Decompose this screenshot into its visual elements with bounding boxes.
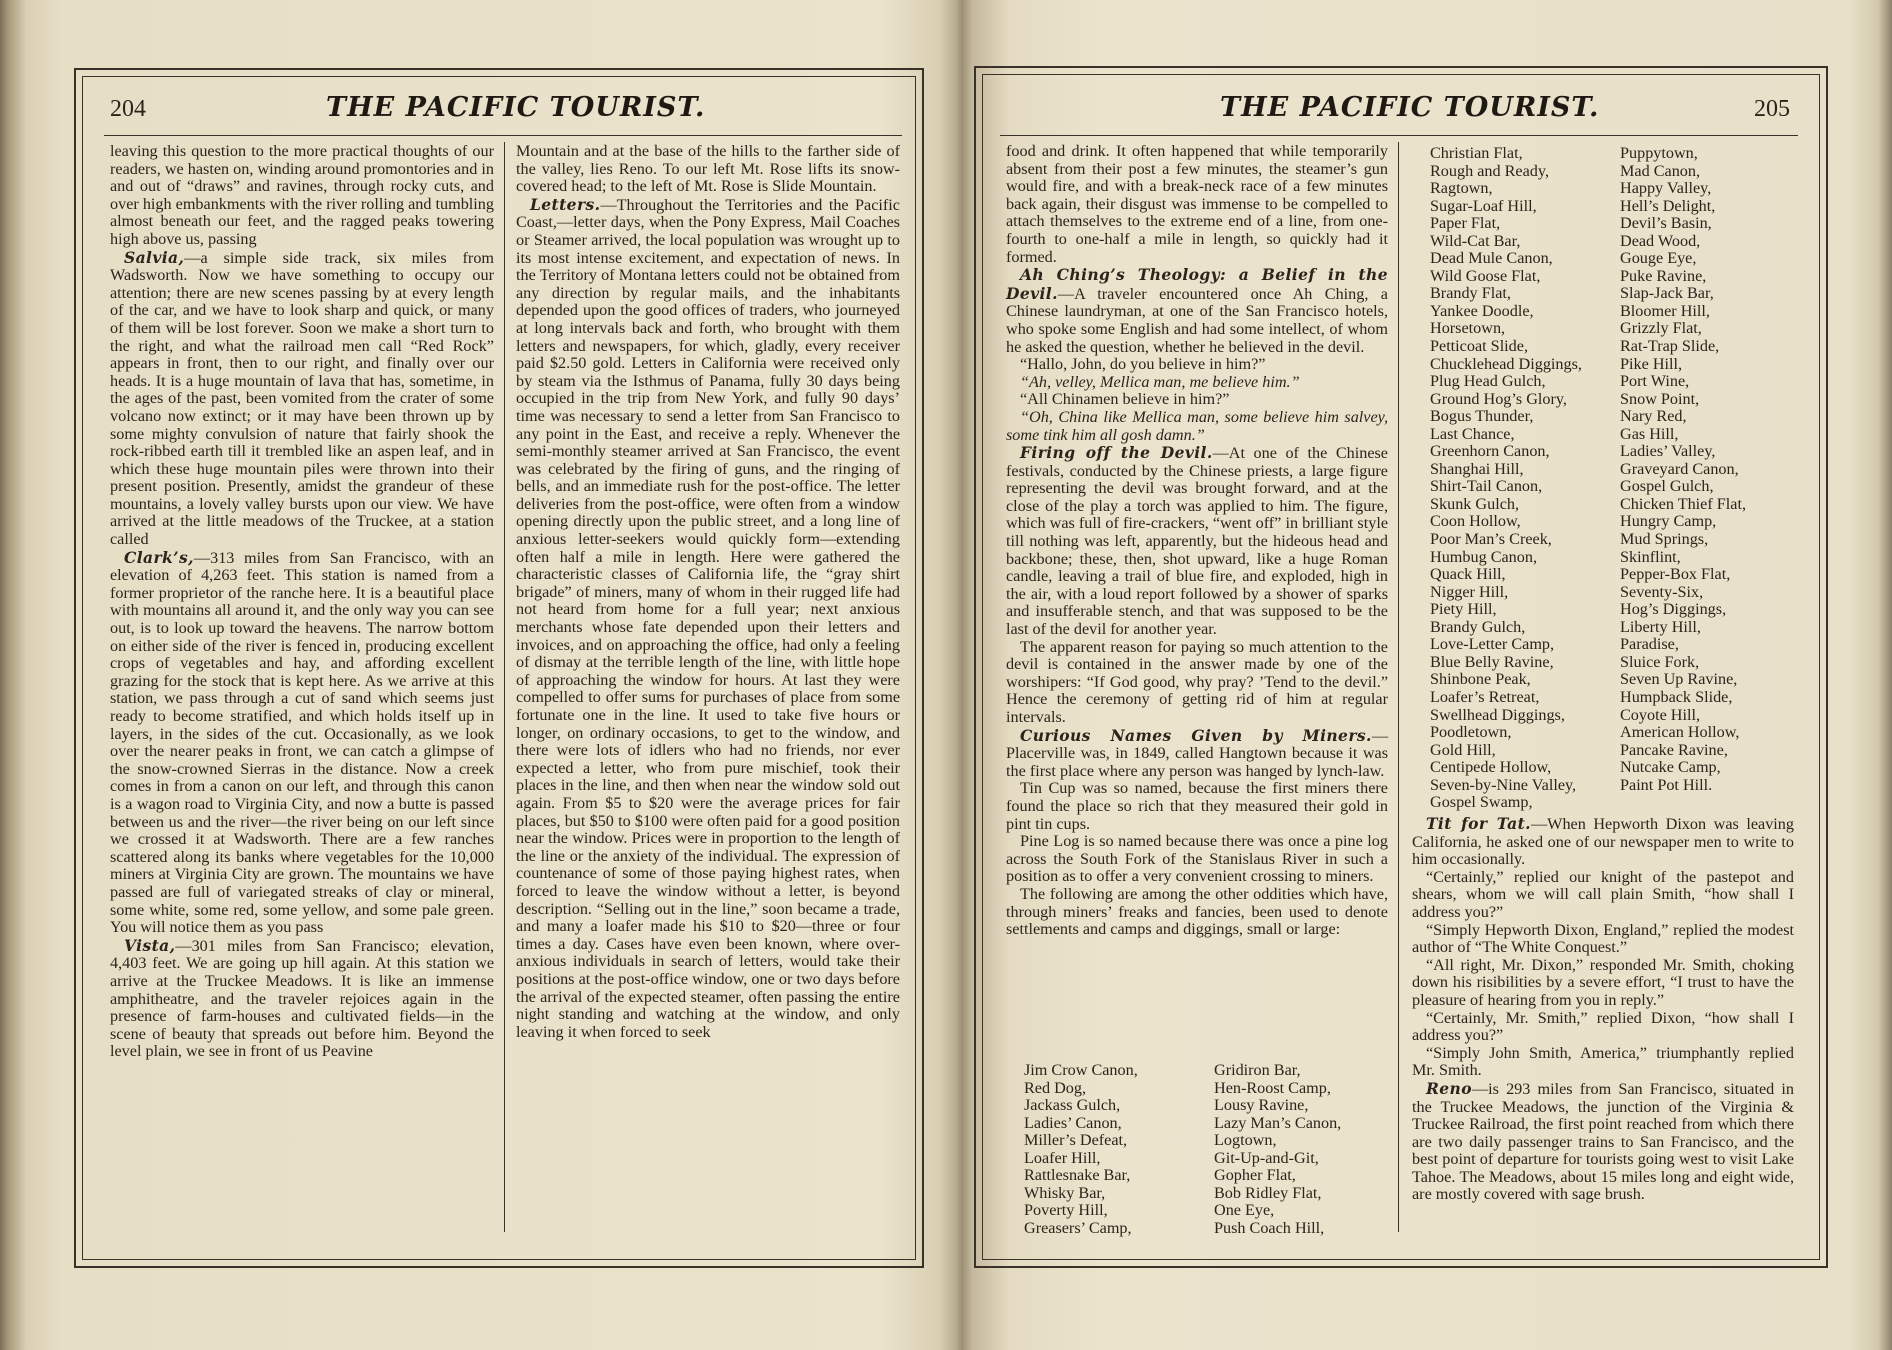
- section-heading: Firing off the Devil.: [1020, 443, 1213, 463]
- right-page: [946, 0, 1892, 1350]
- place-name: Centipede Hollow,: [1430, 758, 1552, 777]
- place-name: Rattlesnake Bar,: [1024, 1166, 1131, 1185]
- section-paragraph: [110, 249, 494, 549]
- left-column-divider: [504, 142, 505, 1232]
- place-name: Jackass Gulch,: [1024, 1096, 1121, 1115]
- section-heading: Clark’s,: [124, 547, 194, 567]
- place-name: Humbug Canon,: [1430, 547, 1538, 566]
- place-name: Nutcake Camp,: [1620, 758, 1721, 777]
- place-name: Rough and Ready,: [1430, 161, 1549, 180]
- section-paragraph: [1412, 815, 1794, 869]
- place-name: Loafer Hill,: [1024, 1148, 1101, 1167]
- place-name: Rat-Trap Slide,: [1620, 337, 1720, 356]
- place-name: Dead Mule Canon,: [1430, 249, 1553, 268]
- place-name: Pike Hill,: [1620, 354, 1683, 373]
- paragraph-text: —a simple side track, six miles from Wadsworth. Now we have something to occupy our attention; there are new scenes passing by at every length of the car, and we have to look sharp and quick, or many of them will be lost forever. Soon we make a short turn to the right, and what the railroad men call “Red Rock” appears in front, then to our right, and finally over our heads. It is a huge mountain of lava that has, sometime, in the ages of the past, been vomited from the crater of some volcano now extinct; or it may have been thrown up by some mighty convulsion of nature that fairly shook the rock-ribbed earth till it trembled like an aspen leaf, and in which these huge mountain piles were thrown into their present position. Presently, amidst the grandeur of these mountains, a lovely valley bursts upon our view. We have arrived at the little meadows of the Truckee, at a station called: [110, 248, 494, 549]
- place-name: Gas Hill,: [1620, 424, 1679, 443]
- place-name: Shinbone Peak,: [1430, 670, 1531, 689]
- names-list-b-2: [1620, 145, 1746, 794]
- place-name: Coon Hollow,: [1430, 512, 1521, 531]
- paragraph-text: “Certainly, Mr. Smith,” replied Dixon, “how shall I address you?”: [1412, 1008, 1794, 1045]
- paragraph-text: “Simply Hepworth Dixon, England,” replied the modest author of “The White Conquest.”: [1412, 920, 1794, 957]
- paragraph-text: “Hallo, John, do you believe in him?”: [1020, 355, 1266, 374]
- place-name: Paradise,: [1620, 635, 1679, 654]
- place-name: Shirt-Tail Canon,: [1430, 477, 1543, 496]
- place-name: Lazy Man’s Canon,: [1214, 1113, 1342, 1132]
- paragraph-text: Pine Log is so named because there was once a pine log across the South Fork of the Stanislaus River in such a position as to offer a very convenient crossing to miners.: [1006, 832, 1388, 886]
- names-list-b-1: [1430, 145, 1582, 812]
- place-name: Poor Man’s Creek,: [1430, 530, 1552, 549]
- place-name: Skunk Gulch,: [1430, 494, 1520, 513]
- place-name: Brandy Gulch,: [1430, 617, 1526, 636]
- place-name: Quack Hill,: [1430, 565, 1506, 584]
- place-name: Skinflint,: [1620, 547, 1681, 566]
- paragraph: [110, 143, 494, 249]
- place-name: Loafer’s Retreat,: [1430, 687, 1540, 706]
- section-heading: Letters.: [530, 194, 601, 214]
- place-name: Bogus Thunder,: [1430, 407, 1534, 426]
- paragraph-text: “All right, Mr. Dixon,” responded Mr. Smith, choking down his risibilities by a severe effort, “I trust to have the pleasure of hearing from you in reply.”: [1412, 955, 1794, 1009]
- section-heading: Curious Names Given by Miners.: [1020, 725, 1372, 745]
- place-name: Chicken Thief Flat,: [1620, 494, 1747, 513]
- right-masthead: THE PACIFIC TOURIST.: [1220, 92, 1600, 123]
- right-header-rule: [1000, 135, 1798, 136]
- paragraph: [1006, 356, 1388, 374]
- place-name: Slap-Jack Bar,: [1620, 284, 1714, 303]
- place-name: Whisky Bar,: [1024, 1183, 1106, 1202]
- paragraph: [1006, 780, 1388, 833]
- section-heading: Ah Ching’s Theology: a Belief in the Devil.: [1006, 265, 1388, 303]
- place-name: Wild-Cat Bar,: [1430, 231, 1521, 250]
- place-name: Gopher Flat,: [1214, 1166, 1296, 1185]
- left-header-rule: [104, 135, 902, 136]
- paragraph-text: —313 miles from San Francisco, with an elevation of 4,263 feet. This station is named from a former proprietor of the ranche here. It is a beautiful place with mountains all around it, and the only way you can see out, is to look up toward the heavens. The narrow bottom on either side of the river is fenced in, producing excellent crops of vegetables and hay, and affording excellent grazing for the stock that is kept here. As we arrive at this station, we pass through a cut of sand which seems just ready to become stratified, and which holds itself up in layers, in the sides of the cut. Occasionally, as we look over the nearer peaks in front, we can catch a glimpse of the snow-crowned Sierras in the distance. Now a creek comes in from a canon on our left, and through this canon is a wagon road to Virginia City, and now a butte is passed between us and the river—the river being on our left since we crossed it at Wadsworth. There are a few ranches scattered along its banks where vegetables for the 10,000 miners at Virginia City are grown. The mountains we have passed are full of variegated streaks of clay or mineral, some white, some red, some yellow, and some pale green. You will notice them as you pass: [110, 548, 494, 937]
- place-name: Happy Valley,: [1620, 179, 1712, 198]
- paragraph: [1006, 409, 1388, 444]
- place-name: Puke Ravine,: [1620, 266, 1707, 285]
- place-name: Swellhead Diggings,: [1430, 705, 1565, 724]
- place-name: Shanghai Hill,: [1430, 459, 1524, 478]
- paragraph: [1006, 374, 1388, 392]
- place-name: Hell’s Delight,: [1620, 196, 1716, 215]
- place-name: Humpback Slide,: [1620, 687, 1733, 706]
- section-heading: Vista,: [124, 935, 176, 955]
- section-heading: Salvia,: [124, 247, 185, 267]
- place-name: Snow Point,: [1620, 389, 1700, 408]
- right-column-1: [1006, 143, 1388, 939]
- paragraph-text: “Certainly,” replied our knight of the pastepot and shears, whom we will call plain Smith, “how shall I address you?”: [1412, 867, 1794, 921]
- paragraph-text: —A traveler encountered once Ah Ching, a Chinese laundryman, at one of the San Francisco hotels, who spoke some English and had some intellect, of whom he asked the question, whether he believed in the devil.: [1006, 284, 1388, 356]
- place-name: Coyote Hill,: [1620, 705, 1701, 724]
- section-paragraph: [1006, 444, 1388, 639]
- place-name: Christian Flat,: [1430, 144, 1523, 162]
- place-name: Gospel Gulch,: [1620, 477, 1714, 496]
- paragraph-text: The following are among the other oddities which have, through miners’ freaks and fancies, been used to denote settlements and camps and diggings, small or large:: [1006, 884, 1388, 939]
- paragraph-text: Tin Cup was so named, because the first miners there found the place so rich that they measured their gold in pint tin cups.: [1006, 779, 1388, 833]
- paragraph-text: —301 miles from San Francisco; elevation, 4,403 feet. We are going up hill again. At this station we arrive at the Truckee Meadows. It is like an immense amphitheatre, and the traveler rejoices again in the presence of farm-houses and cultivated fields—in the scene of beauty that spreads out before him. Beyond the level plain, we see in front of us Peavine: [110, 936, 494, 1061]
- place-name: Ground Hog’s Glory,: [1430, 389, 1567, 408]
- place-name: Paper Flat,: [1430, 214, 1501, 233]
- section-paragraph: [1006, 727, 1388, 781]
- paragraph-text: “All Chinamen believe in him?”: [1020, 390, 1230, 409]
- section-paragraph: [1006, 266, 1388, 356]
- place-name: Gridiron Bar,: [1214, 1061, 1301, 1079]
- paragraph: [1006, 833, 1388, 886]
- left-masthead: THE PACIFIC TOURIST.: [326, 92, 706, 123]
- paragraph-text: —When Hepworth Dixon was leaving California, he asked one of our newspaper men to write to him occasionally.: [1412, 815, 1794, 869]
- place-name: Pepper-Box Flat,: [1620, 565, 1731, 584]
- place-name: Dead Wood,: [1620, 231, 1701, 250]
- place-name: Greenhorn Canon,: [1430, 442, 1550, 461]
- place-name: Plug Head Gulch,: [1430, 372, 1546, 391]
- place-name: Ladies’ Canon,: [1024, 1113, 1122, 1132]
- paragraph-text: leaving this question to the more practical thoughts of our readers, we hasten on, winding around promontories and in and out of “draws” and ravines, through rocky cuts, and over high embankments with the river rolling and tumbling almost beneath our feet, and the ragged peaks towering high above us, passing: [110, 142, 494, 248]
- left-page-number: 204: [110, 96, 146, 122]
- place-name: Blue Belly Ravine,: [1430, 652, 1554, 671]
- section-heading: Reno: [1426, 1078, 1472, 1098]
- paragraph-text: “Ah, velley, Mellica man, me believe him.”: [1020, 372, 1300, 391]
- paragraph: [1412, 922, 1794, 957]
- place-name: Mad Canon,: [1620, 161, 1701, 180]
- place-name: Jim Crow Canon,: [1024, 1061, 1138, 1079]
- place-name: Lousy Ravine,: [1214, 1096, 1309, 1115]
- paragraph-text: —Placerville was, in 1849, called Hangtown because it was the first place where any person was hanged by lynch-law.: [1006, 726, 1388, 780]
- paragraph-text: —At one of the Chinese festivals, conducted by the Chinese priests, a large figure representing the devil was brought forward, and at the close of the play a torch was applied to him. The figure, which was full of fire-crackers, “went off” in brilliant style till nothing was left, apparently, but the hideous head and backbone; these, then, shot upward, like a huge Roman candle, leaving a trail of blue fire, and exploded, high in the air, with a loud report followed by a shower of sparks and insufferable stench, and that was supposed to be the last of the devil for another year.: [1006, 444, 1388, 639]
- section-paragraph: [110, 937, 494, 1061]
- paragraph-text: food and drink. It often happened that while temporarily absent from their post a few minutes, the steamer’s gun would fire, and with a break-neck race of a few minutes back again, their disgust was immense to be compelled to attach themselves to the extreme end of a line, from one-fourth to one-half a mile in length, so quickly had it formed.: [1006, 142, 1388, 266]
- place-name: Paint Pot Hill.: [1620, 775, 1713, 794]
- place-name: One Eye,: [1214, 1201, 1275, 1220]
- place-name: Hungry Camp,: [1620, 512, 1717, 531]
- names-list-a-2: [1214, 1062, 1341, 1237]
- place-name: Yankee Doodle,: [1430, 301, 1534, 320]
- paragraph: [1006, 639, 1388, 727]
- paragraph: [1412, 1010, 1794, 1045]
- left-column-1: [110, 143, 494, 1061]
- place-name: Brandy Flat,: [1430, 284, 1511, 303]
- place-name: Devil’s Basin,: [1620, 214, 1712, 233]
- place-name: Bob Ridley Flat,: [1214, 1183, 1322, 1202]
- place-name: Hen-Roost Camp,: [1214, 1078, 1331, 1097]
- place-name: Logtown,: [1214, 1131, 1277, 1150]
- place-name: Nary Red,: [1620, 407, 1687, 426]
- right-page-number: 205: [1754, 96, 1790, 122]
- paragraph-text: “Simply John Smith, America,” triumphantly replied Mr. Smith.: [1412, 1043, 1794, 1080]
- names-list-a-1: [1024, 1062, 1138, 1237]
- place-name: Nigger Hill,: [1430, 582, 1509, 601]
- right-column-2: [1412, 815, 1794, 1204]
- place-name: Last Chance,: [1430, 424, 1515, 443]
- place-name: Chucklehead Diggings,: [1430, 354, 1582, 373]
- place-name: Liberty Hill,: [1620, 617, 1701, 636]
- place-name: Horsetown,: [1430, 319, 1506, 338]
- place-name: Wild Goose Flat,: [1430, 266, 1541, 285]
- paragraph: [1412, 957, 1794, 1010]
- place-name: Git-Up-and-Git,: [1214, 1148, 1319, 1167]
- right-column-divider: [1398, 142, 1399, 1232]
- paragraph-text: Mountain and at the base of the hills to the farther side of the valley, lies Reno. To our left Mt. Rose lifts its snow-covered head; to the left of Mt. Rose is Slide Mountain.: [516, 142, 900, 196]
- place-name: Seven-by-Nine Valley,: [1430, 775, 1577, 794]
- place-name: Mud Springs,: [1620, 530, 1709, 549]
- place-name: Poodletown,: [1430, 723, 1512, 742]
- paragraph: [1412, 1045, 1794, 1080]
- place-name: Petticoat Slide,: [1430, 337, 1529, 356]
- place-name: Seventy-Six,: [1620, 582, 1704, 601]
- place-name: Push Coach Hill,: [1214, 1218, 1325, 1237]
- section-paragraph: [516, 196, 900, 1042]
- section-paragraph: [110, 549, 494, 937]
- paragraph-text: —Throughout the Territories and the Pacific Coast,—letter days, when the Pony Express, Mail Coaches or Steamer arrived, the local population was wrought up to its most intense excitement, and expectation of news. In the Territory of Montana letters could not be obtained from any direction by regular mails, and the inhabitants depended upon the good offices of traders, who journeyed at long intervals back and forth, who brought with them letters and newspapers, for which, gladly, every receiver paid $2.50 gold. Letters in California were received only by steam via the Isthmus of Panama, fully 30 days being occupied in the trip from New York, and fully 90 days’ time was necessary to send a letter from San Francisco to any point in the East, and receive a reply. Whenever the semi-monthly steamer arrived at San Francisco, the event was celebrated by the firing of guns, and the ringing of bells, and an immediate rush for the post-office. The letter deliveries from the post-office, were often from a window opening directly upon the public street, and a long line of anxious letter-seekers would quickly form—extending often half a mile in length. Here were gathered the characteristic classes of California life, the “gray shirt brigade” of miners, many of whom in their rugged life had not heard from home for a full year; next anxious merchants whose fate depended upon their letters and invoices, and on approaching the office, had only a feeling of dismay at the terrible length of the line, with little hope of approaching the window for hours. At last they were compelled to offer sums for purchases of place from some fortunate one in the line. It used to take five hours or longer, on ordinary occasions, to get to the window, and there were lots of idlers who had no friends, nor ever expected a letter, who from pure mischief, took their places in the line, and then when near the window sold out again. From $5 to $20 were the average prices for fair places, but $50 to $100 were often paid for a good position near the window. Prices were in proportion to the length of the line or the anxiety of the individual. The expression of countenance of some of those paying highest rates, when forced to leave the window without a letter, is beyond description. “Selling out in the line,” soon became a trade, and many a loafer made his $10 to $20—three or four times a day. Cases have even been known, where over-anxious individuals in search of letters, would take their positions at the post-office window, one or two days before the arrival of the expected steamer, often passing the entire night standing and watching at the window, and only leaving it when forced to seek: [516, 195, 900, 1041]
- place-name: Sluice Fork,: [1620, 652, 1700, 671]
- place-name: Red Dog,: [1024, 1078, 1087, 1097]
- place-name: Sugar-Loaf Hill,: [1430, 196, 1537, 215]
- place-name: Ladies’ Valley,: [1620, 442, 1716, 461]
- place-name: Grizzly Flat,: [1620, 319, 1702, 338]
- place-name: Port Wine,: [1620, 372, 1690, 391]
- paragraph-text: The apparent reason for paying so much attention to the devil is contained in the answer made by one of the worshipers: “If God good, why pray? ’Tend to the devil.” Hence the ceremony of getting rid of him at regular intervals.: [1006, 637, 1388, 726]
- place-name: Love-Letter Camp,: [1430, 635, 1555, 654]
- paragraph: [1006, 143, 1388, 266]
- paragraph-text: —is 293 miles from San Francisco, situated in the Truckee Meadows, the junction of the Virginia & Truckee Railroad, the first point reached from which there are two daily passenger trains to San Francisco, and the best point of departure for tourists going west to visit Lake Tahoe. The Meadows, about 15 miles long and eight wide, are mostly covered with sage brush.: [1412, 1079, 1794, 1204]
- section-paragraph: [1412, 1080, 1794, 1204]
- place-name: American Hollow,: [1620, 723, 1740, 742]
- place-name: Bloomer Hill,: [1620, 301, 1710, 320]
- paragraph: [1006, 886, 1388, 939]
- place-name: Puppytown,: [1620, 144, 1698, 162]
- place-name: Seven Up Ravine,: [1620, 670, 1738, 689]
- paragraph: [1412, 869, 1794, 922]
- place-name: Miller’s Defeat,: [1024, 1131, 1128, 1150]
- paragraph: [516, 143, 900, 196]
- place-name: Gold Hill,: [1430, 740, 1496, 759]
- place-name: Pancake Ravine,: [1620, 740, 1728, 759]
- paragraph: [1006, 391, 1388, 409]
- section-heading: Tit for Tat.: [1426, 814, 1531, 833]
- place-name: Piety Hill,: [1430, 600, 1497, 619]
- place-name: Hog’s Diggings,: [1620, 600, 1727, 619]
- paragraph-text: “Oh, China like Mellica man, some believe him salvey, some tink him all gosh damn.”: [1006, 407, 1388, 444]
- place-name: Ragtown,: [1430, 179, 1493, 198]
- place-name: Gouge Eye,: [1620, 249, 1697, 268]
- place-name: Gospel Swamp,: [1430, 793, 1533, 812]
- left-column-2: [516, 143, 900, 1041]
- place-name: Graveyard Canon,: [1620, 459, 1739, 478]
- place-name: Poverty Hill,: [1024, 1201, 1108, 1220]
- place-name: Greasers’ Camp,: [1024, 1218, 1132, 1237]
